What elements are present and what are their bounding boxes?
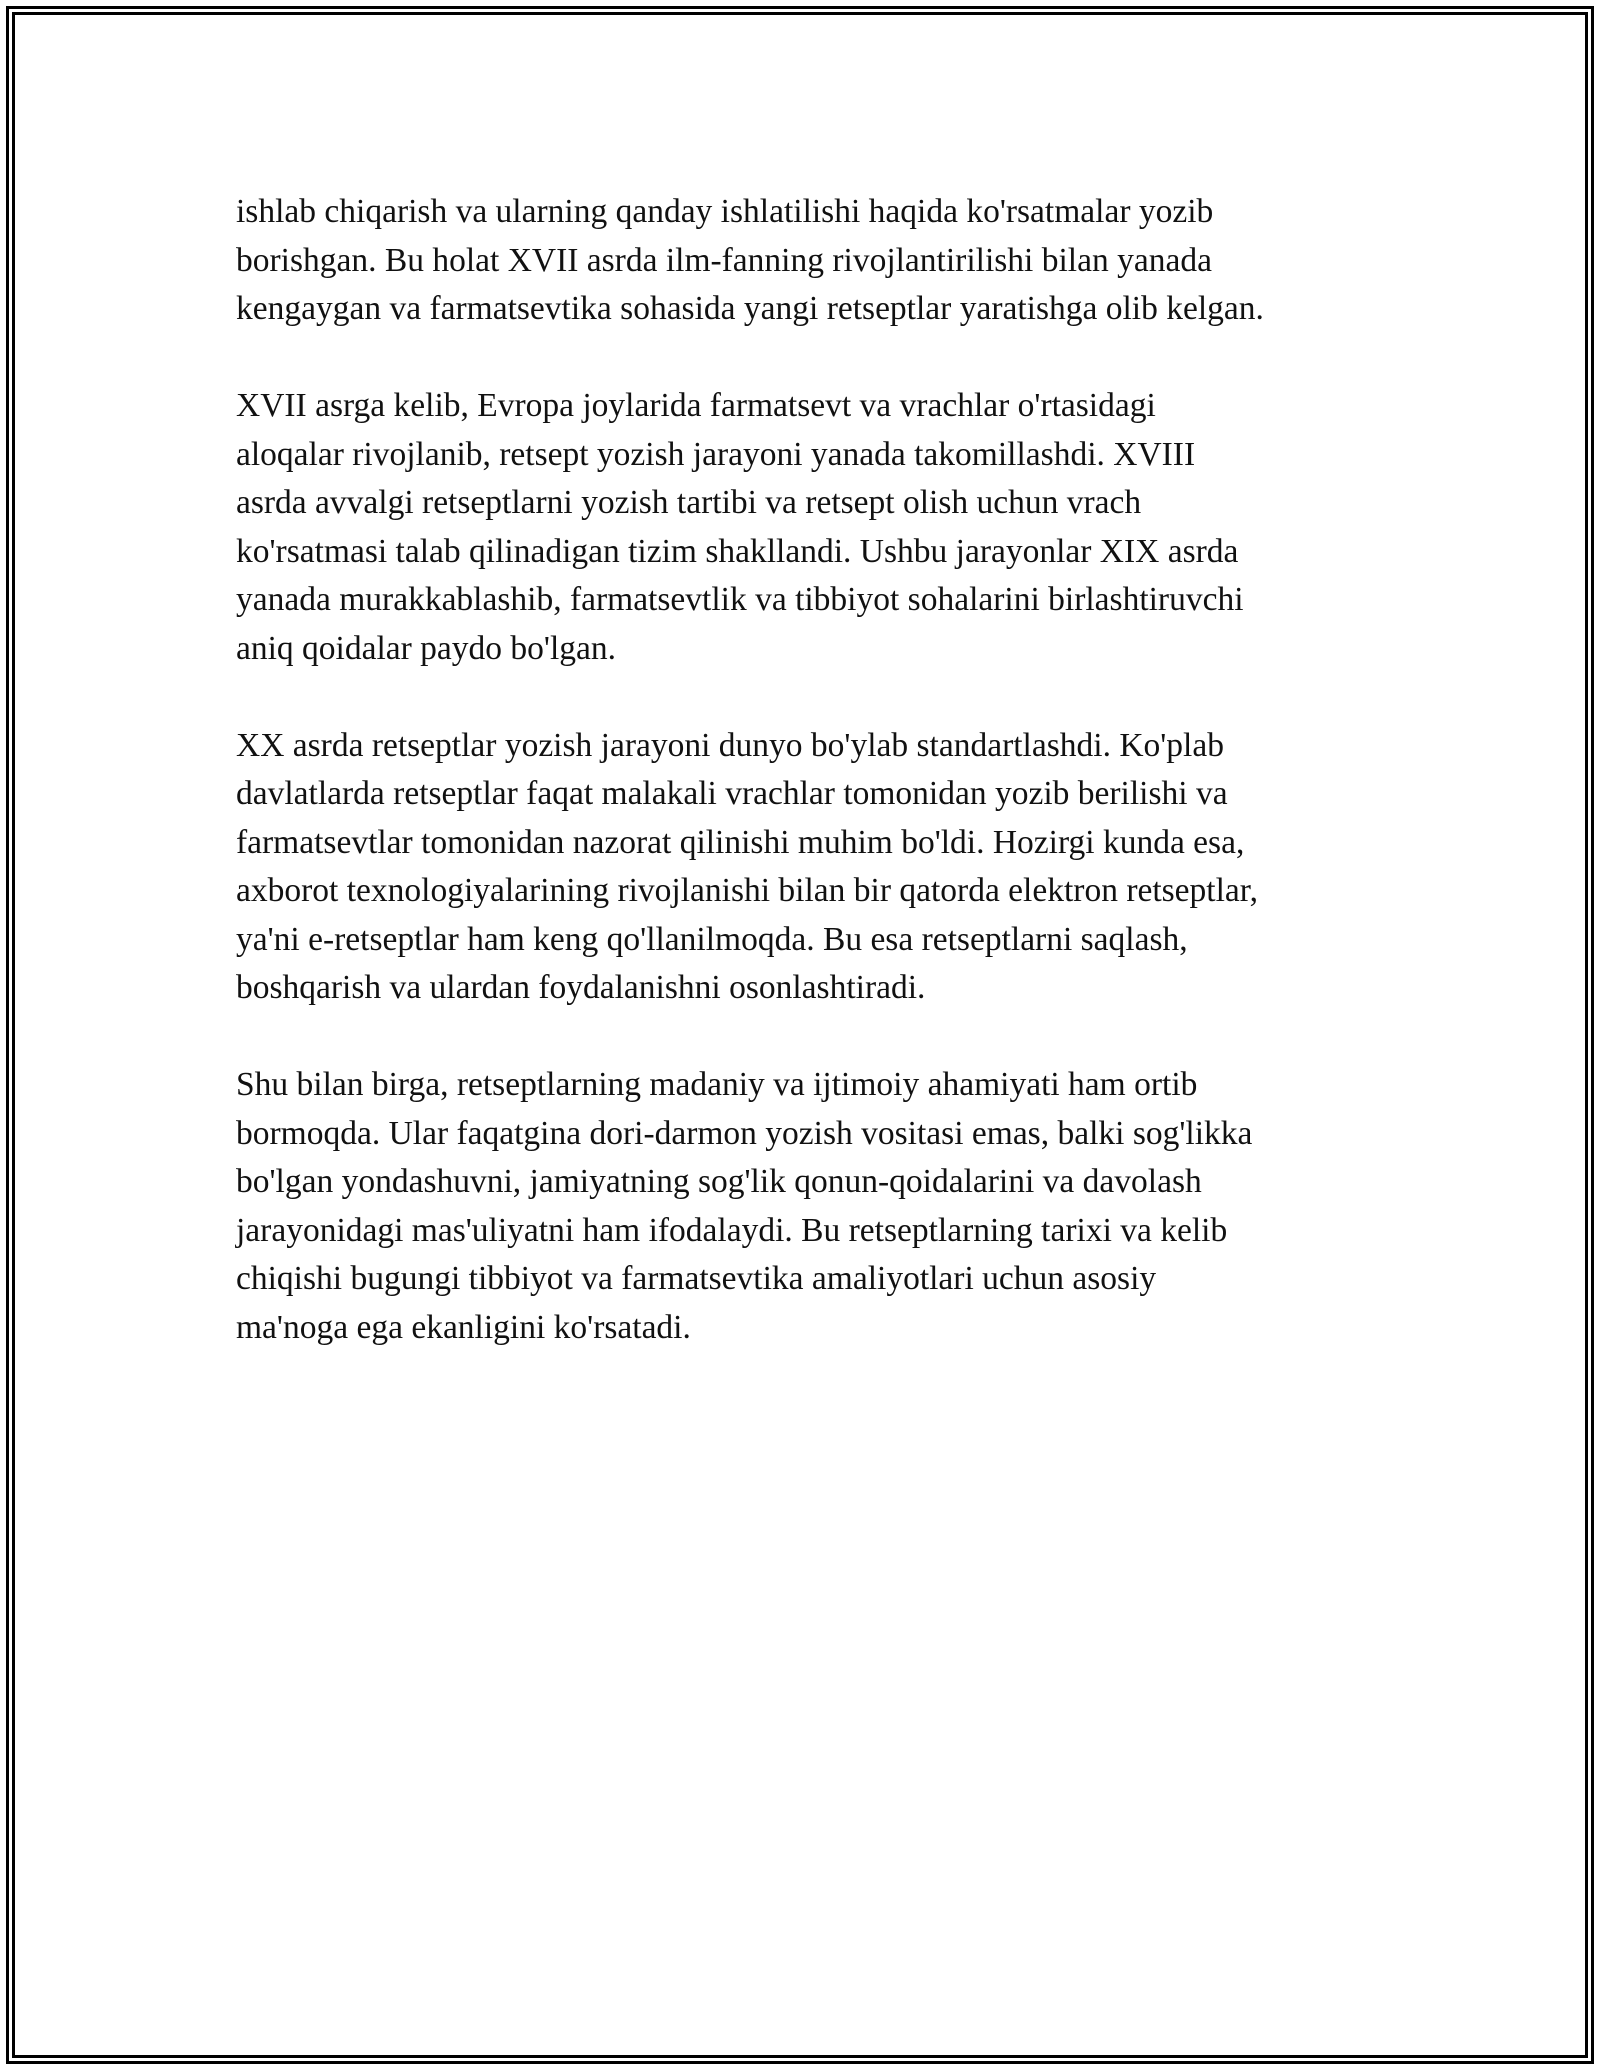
paragraph-2 [236,382,1376,673]
text-line: ko'rsatmasi talab qilinadigan tizim shakllandi. Ushbu jarayonlar XIX asrda [236,532,1239,570]
text-line: ishlab chiqarish va ularning qanday ishlatilishi haqida ko'rsatmalar yozib [236,193,1214,230]
text-line: yanada murakkablashib, farmatsevtlik va tibbiyot sohalarini birlashtiruvchi [236,581,1244,618]
text-line: borishgan. Bu holat XVII asrda ilm-fanning rivojlantirilishi bilan yanada [236,241,1212,279]
text-line: aloqalar rivojlanib, retsept yozish jarayoni yanada takomillashdi. XVIII [236,435,1196,473]
paragraph-3 [236,722,1376,1013]
text-line: kengaygan va farmatsevtika sohasida yangi retseptlar yaratishga olib kelgan. [236,290,1264,327]
text-line: bormoqda. Ular faqatgina dori-darmon yozish vositasi emas, balki sog'likka [236,1114,1253,1152]
paragraph-4 [236,1061,1376,1352]
paragraph-1 [236,188,1376,334]
text-line: farmatsevtlar tomonidan nazorat qilinishi muhim bo'ldi. Hozirgi kunda esa, [236,823,1245,861]
text-line: asrda avvalgi retseptlarni yozish tartibi va retsept olish uchun vrach [236,484,1142,521]
text-line: boshqarish va ulardan foydalanishni osonlashtiradi. [236,969,926,1006]
text-line: davlatlarda retseptlar faqat malakali vrachlar tomonidan yozib berilishi va [236,775,1228,812]
text-line: XX asrda retseptlar yozish jarayoni dunyo bo'ylab standartlashdi. Ko'plab [236,726,1224,764]
text-line: XVII asrga kelib, Evropa joylarida farmatsevt va vrachlar o'rtasidagi [236,387,1156,424]
text-line: axborot texnologiyalarining rivojlanishi bilan bir qatorda elektron retseptlar, [236,872,1258,909]
text-line: bo'lgan yondashuvni, jamiyatning sog'lik qonun-qoidalarini va davolash [236,1163,1202,1200]
text-line: aniq qoidalar paydo bo'lgan. [236,629,617,667]
text-line: ya'ni e-retseptlar ham keng qo'llanilmoqda. Bu esa retseptlarni saqlash, [236,920,1188,958]
text-line: Shu bilan birga, retseptlarning madaniy va ijtimoiy ahamiyati ham ortib [236,1066,1198,1103]
text-line: jarayonidagi mas'uliyatni ham ifodalaydi. Bu retseptlarning tarixi va kelib [236,1211,1228,1249]
text-line: chiqishi bugungi tibbiyot va farmatsevtika amaliyotlari uchun asosiy [236,1260,1157,1297]
text-line: ma'noga ega ekanligini ko'rsatadi. [236,1308,691,1346]
document-body [236,188,1376,1401]
